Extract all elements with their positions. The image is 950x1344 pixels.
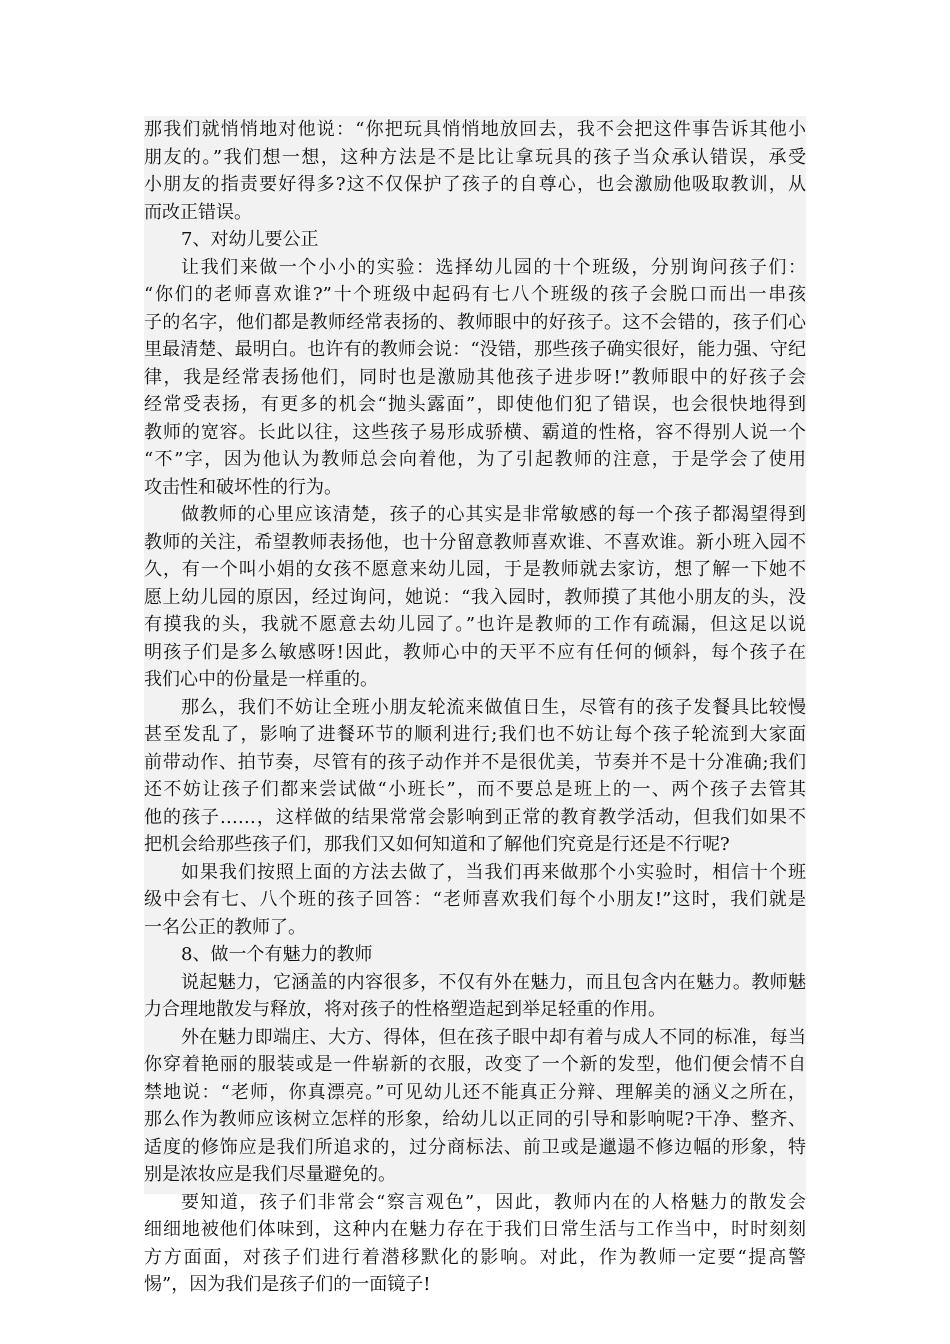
text-line: 他的孩子……，这样做的结果常常会影响到正常的教育教学活动，但我们如果不	[144, 806, 806, 828]
text-line: 8、做一个有魅力的教师	[181, 944, 373, 965]
text-line: 把机会给那些孩子们，那我们又如何知道和了解他们究竟是行还是不行呢?	[144, 834, 730, 855]
text-line: 教师的关注，希望教师表扬他，也十分留意教师喜欢谁、不喜欢谁。新小班入园不	[144, 531, 806, 553]
text-line: 如果我们按照上面的方法去做了，当我们再来做那个小实验时，相信十个班	[181, 861, 806, 883]
text-line: 别是浓妆应是我们尽量避免的。	[144, 1164, 396, 1185]
text-line: 说起魅力，它涵盖的内容很多，不仅有外在魅力，而且包含内在魅力。教师魅	[181, 971, 806, 993]
text-line: 级中会有七、八个班的孩子回答：“老师喜欢我们每个小朋友!”这时，我们就是	[144, 889, 806, 910]
text-line: 要知道，孩子们非常会“察言观色”，因此，教师内在的人格魅力的散发会	[181, 1191, 806, 1213]
text-line: 有摸我的头，我就不愿意去幼儿园了。”也许是教师的工作有疏漏，但这足以说	[144, 614, 806, 635]
text-line: 力合理地散发与释放，将对孩子的性格塑造起到举足轻重的作用。	[144, 999, 666, 1020]
text-line: 适度的修饰应是我们所追求的，过分商标法、前卫或是邋遢不修边幅的形象，特	[144, 1136, 806, 1158]
text-line: 甚至发乱了，影响了进餐环节的顺利进行;我们也不妨让每个孩子轮流到大家面	[144, 724, 806, 745]
text-line: 里最清楚、最明白。也许有的教师会说：“没错，那些孩子确实很好，能力强、守纪	[144, 339, 806, 360]
text-line: 那么，我们不妨让全班小朋友轮流来做值日生，尽管有的孩子发餐具比较慢	[181, 696, 806, 718]
text-line: 愿上幼儿园的原因，经过询问，她说：“我入园时，教师摸了其他小朋友的头，没	[144, 586, 806, 608]
text-line: 细细地被他们体味到，这种内在魅力存在于我们日常生活与工作当中，时时刻刻	[144, 1219, 806, 1240]
text-line: 朋友的。”我们想一想，这种方法是不是比让拿玩具的孩子当众承认错误，承受	[144, 146, 806, 168]
text-line: “不”字，因为他认为教师总会向着他，为了引起教师的注意，于是学会了使用	[144, 449, 806, 470]
text-line: 而改正错误。	[144, 201, 252, 223]
text-line: 子的名字，他们都是教师经常表扬的、教师眼中的好孩子。这不会错的，孩子们心	[144, 311, 806, 333]
text-line: 律，我是经常表扬他们，同时也是激励其他孩子进步呀!”教师眼中的好孩子会	[144, 366, 806, 388]
text-line: 久，有一个叫小娟的女孩不愿意来幼儿园，于是教师就去家访，想了解一下她不	[144, 559, 806, 580]
text-line: 前带动作、拍节奏，尽管有的孩子动作并不是很优美，节奏并不是十分准确;我们	[144, 751, 806, 773]
document-text-block	[144, 116, 806, 1295]
text-line: 那我们就悄悄地对他说：“你把玩具悄悄地放回去，我不会把这件事告诉其他小	[144, 119, 806, 140]
text-line: 禁地说：“老师，你真漂亮。”可见幼儿还不能真正分辩、理解美的涵义之所在，	[144, 1081, 806, 1103]
text-line: 7、对幼儿要公正	[181, 229, 319, 250]
text-line: 惕”，因为我们是孩子们的一面镜子!	[144, 1274, 431, 1295]
text-line: 攻击性和破坏性的行为。	[144, 476, 342, 498]
text-line: 还不妨让孩子们都来尝试做“小班长”，而不要总是班上的一、两个孩子去管其	[144, 779, 806, 800]
text-line: 做教师的心里应该清楚，孩子的心其实是非常敏感的每一个孩子都渴望得到	[181, 504, 806, 525]
text-line: 明孩子们是多么敏感呀!因此，教师心中的天平不应有任何的倾斜，每个孩子在	[144, 641, 806, 663]
text-line: 经常受表扬，有更多的机会“抛头露面”，即使他们犯了错误，也会很快地得到	[144, 394, 806, 415]
text-line: 你穿着艳丽的服装或是一件崭新的衣服，改变了一个新的发型，他们便会情不自	[144, 1054, 806, 1075]
text-line: 教师的宽容。长此以往，这些孩子易形成骄横、霸道的性格，容不得别人说一个	[144, 421, 806, 443]
text-line: “你们的老师喜欢谁?”十个班级中起码有七八个班级的孩子会脱口而出一串孩	[144, 284, 806, 305]
text-line: 一名公正的教师了。	[144, 916, 306, 938]
text-line: 方方面面，对孩子们进行着潜移默化的影响。对此，作为教师一定要“提高警	[144, 1246, 806, 1268]
text-line: 让我们来做一个小小的实验：选择幼儿园的十个班级，分别询问孩子们：	[181, 256, 806, 278]
text-line: 外在魅力即端庄、大方、得体，但在孩子眼中却有着与成人不同的标准，每当	[181, 1026, 806, 1048]
text-line: 那么作为教师应该树立怎样的形象，给幼儿以正同的引导和影响呢?干净、整齐、	[144, 1109, 806, 1130]
text-line: 小朋友的指责要好得多?这不仅保护了孩子的自尊心，也会激励他吸取教训，从	[144, 174, 806, 195]
text-line: 我们心中的份量是一样重的。	[144, 669, 378, 690]
